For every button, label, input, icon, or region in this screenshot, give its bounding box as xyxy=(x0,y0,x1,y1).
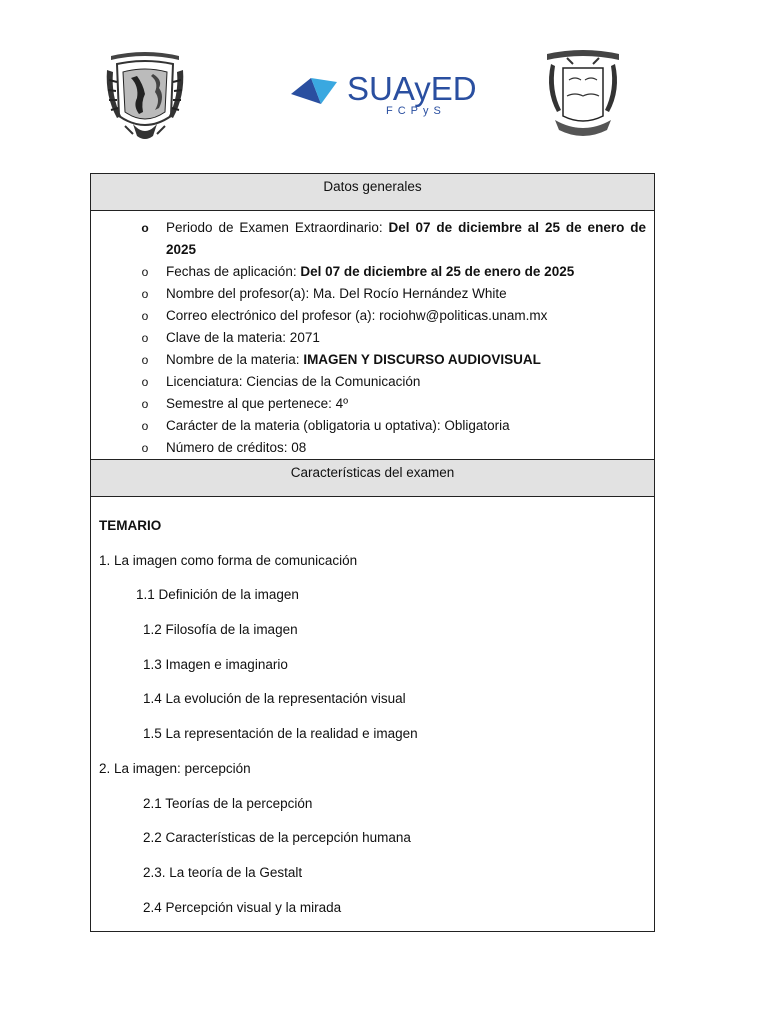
general-header-band xyxy=(91,174,655,211)
list-item-course-key: o Clave de la materia: 2071 xyxy=(141,330,320,345)
list-item-period: o Periodo de Examen Extraordinario: Del 07 de diciembre al 25 de enero de 2025 xyxy=(141,220,646,257)
general-list xyxy=(139,217,646,459)
list-item-course-name: o Nombre de la materia: IMAGEN Y DISCURSO AUDIOVISUAL xyxy=(141,352,541,367)
suayed-logo xyxy=(289,70,477,120)
list-item-email: o Correo electrónico del profesor (a): rociohw@politicas.unam.mx xyxy=(141,308,548,323)
list-item-dates: o Fechas de aplicación: Del 07 de diciembre al 25 de enero de 2025 xyxy=(141,264,575,279)
exam-title: Características del examen xyxy=(290,465,455,480)
list-item-professor: o Nombre del profesor(a): Ma. Del Rocío Hernández White xyxy=(141,286,507,301)
list-item-character: o Carácter de la materia (obligatoria u optativa): Obligatoria xyxy=(141,418,510,433)
general-data-cell xyxy=(91,211,655,460)
logo-sub-text: FCPyS xyxy=(386,105,446,117)
topic-item: 1. La imagen como forma de comunicación xyxy=(99,552,358,568)
topic-item: 1.3 Imagen e imaginario xyxy=(143,656,288,672)
list-item-semester: o Semestre al que pertenece: 4º xyxy=(141,396,349,411)
general-data-table xyxy=(90,173,655,932)
topic-item: 1.1 Definición de la imagen xyxy=(136,587,299,603)
topic-item: 2. La imagen: percepción xyxy=(99,760,251,776)
exam-header-band xyxy=(91,460,655,497)
general-title: Datos generales xyxy=(323,179,422,194)
fcpys-emblem-icon xyxy=(541,46,625,142)
syllabus-cell xyxy=(91,497,655,932)
list-item-credits: o Número de créditos: 08 xyxy=(141,440,307,455)
topic-item: 1.5 La representación de la realidad e imagen xyxy=(143,726,418,742)
suayed-logo-mark-icon xyxy=(289,74,339,110)
topic-item: 2.2 Características de la percepción humana xyxy=(143,830,411,846)
topic-item: 1.4 La evolución de la representación visual xyxy=(143,691,406,707)
unam-coat-of-arms-icon xyxy=(103,46,187,142)
topic-item: 1.2 Filosofía de la imagen xyxy=(143,622,298,638)
list-item-degree: o Licenciatura: Ciencias de la Comunicación xyxy=(141,374,421,389)
page-header xyxy=(0,40,768,150)
topic-item: 2.3. La teoría de la Gestalt xyxy=(143,864,303,880)
temario-heading: TEMARIO xyxy=(99,518,162,533)
topic-item: 2.1 Teorías de la percepción xyxy=(143,795,313,811)
logo-main-text: SUAyED xyxy=(347,70,477,107)
topic-item: 2.4 Percepción visual y la mirada xyxy=(143,899,342,915)
